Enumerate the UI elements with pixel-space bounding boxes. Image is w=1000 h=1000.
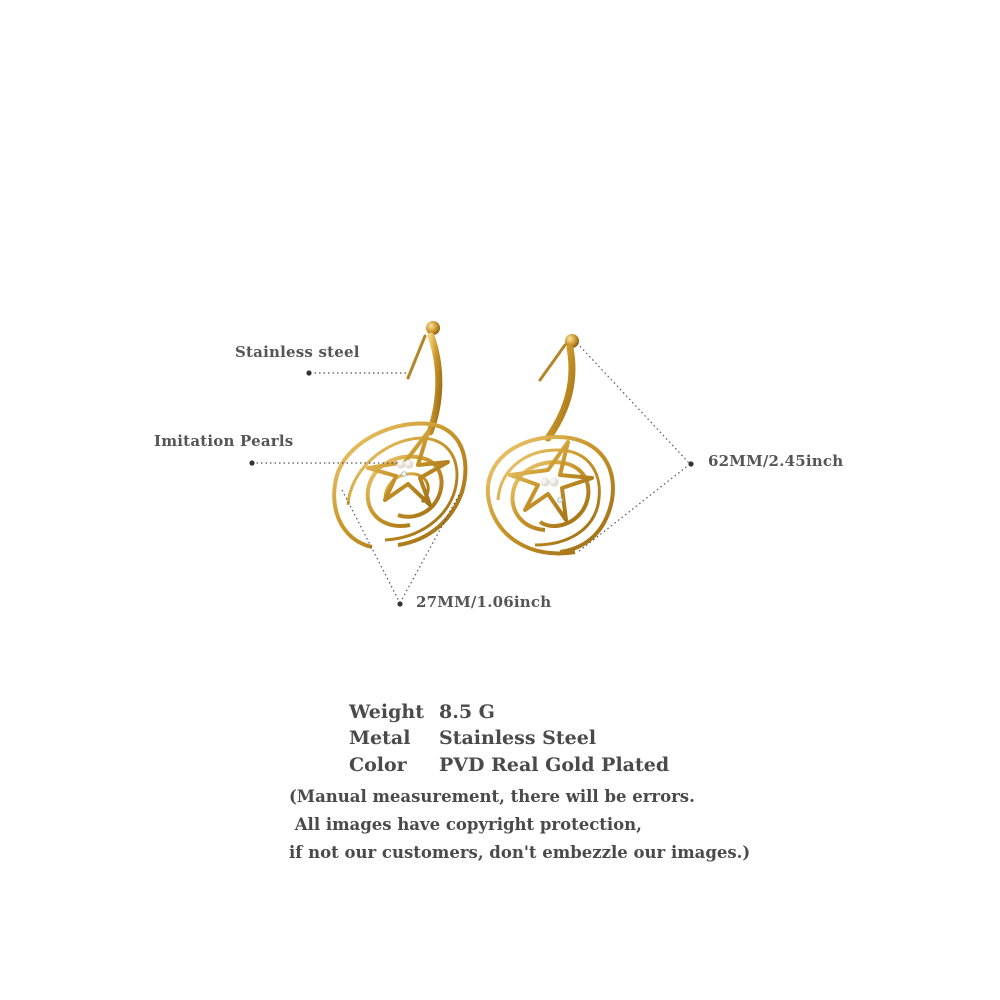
length-callout-line-bottom — [578, 464, 690, 552]
spec-row-color — [349, 754, 669, 776]
spec-key: Metal — [349, 727, 411, 749]
spec-value: 8.5 G — [439, 701, 495, 723]
spec-key: Weight — [349, 701, 424, 723]
disclaimer-line: (Manual measurement, there will be errors. — [289, 787, 695, 806]
callout-dots — [249, 370, 693, 606]
material-callout-label: Stainless steel — [235, 343, 360, 361]
right-crystal — [558, 498, 563, 503]
spec-key: Color — [349, 754, 407, 776]
right-earring — [488, 334, 613, 553]
left-pearl-1 — [397, 460, 406, 469]
callout-lines — [252, 343, 690, 603]
material-callout-dot — [306, 370, 311, 375]
pearls-callout-label: Imitation Pearls — [154, 432, 294, 450]
disclaimer-line: if not our customers, don't embezzle our images.) — [289, 843, 751, 862]
spec-row-metal — [349, 727, 596, 749]
spec-value: Stainless Steel — [439, 727, 597, 749]
right-post-pin — [540, 345, 565, 380]
pearls-callout-dot — [249, 460, 254, 465]
length-callout-dot — [688, 461, 693, 466]
right-pearl-1 — [541, 478, 550, 487]
length-callout-label: 62MM/2.45inch — [708, 452, 844, 470]
left-crystal — [402, 472, 407, 477]
left-pearl-2 — [405, 460, 414, 469]
width-callout-dot — [397, 601, 402, 606]
left-curved-bar — [430, 336, 439, 432]
spec-value: PVD Real Gold Plated — [439, 754, 670, 776]
spec-row-weight — [349, 701, 495, 723]
left-stud-ball — [426, 321, 440, 335]
disclaimer-line: All images have copyright protection, — [289, 815, 642, 834]
left-post-pin — [408, 336, 425, 378]
right-pearl-2 — [550, 478, 559, 487]
width-callout-label: 27MM/1.06inch — [416, 593, 552, 611]
